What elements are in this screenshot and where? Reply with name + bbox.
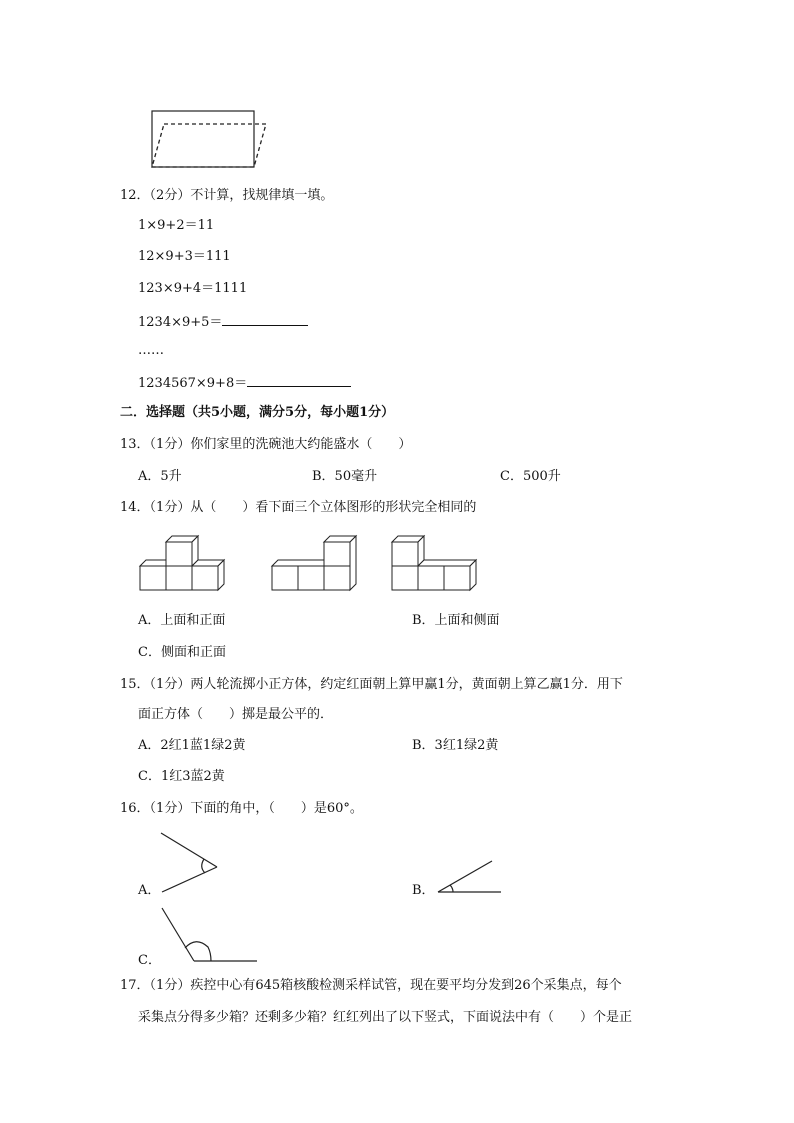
q13-option-c[interactable]: C．500升 (500, 469, 561, 484)
q14-option-a[interactable]: A．上面和正面 (138, 613, 226, 628)
angle-c-icon (160, 906, 260, 966)
q15-stem-line-1: 15．（1分）两人轮流掷小正方体，约定红面朝上算甲赢1分，黄面朝上算乙赢1分．用下 (120, 677, 623, 692)
answer-blank-1[interactable] (222, 313, 308, 326)
q13-option-b[interactable]: B．50毫升 (312, 469, 378, 484)
q14-option-b[interactable]: B．上面和侧面 (412, 613, 500, 628)
ellipsis-line: …… (138, 343, 164, 358)
section-heading: 二．选择题（共5小题，满分5分，每小题1分） (120, 405, 395, 420)
q14-option-c[interactable]: C．侧面和正面 (138, 645, 226, 660)
pattern-line-final-text: 1234567×9+8＝ (138, 376, 248, 391)
q12-header: 12．（2分）不计算，找规律填一填。 (120, 188, 334, 203)
q16-option-a[interactable]: A． (138, 883, 161, 898)
angle-a-icon (160, 830, 230, 895)
answer-blank-2[interactable] (247, 374, 351, 387)
pattern-line-4-text: 1234×9+5＝ (138, 315, 223, 330)
rectangle-parallelogram-figure (148, 108, 278, 172)
q13-stem: 13．（1分）你们家里的洗碗池大约能盛水（ ） (120, 437, 412, 452)
q15-option-b[interactable]: B．3红1绿2黄 (412, 738, 499, 753)
q15-option-c[interactable]: C．1红3蓝2黄 (138, 769, 225, 784)
q15-stem-line-2: 面正方体（ ）掷是最公平的． (138, 707, 334, 722)
cube-figure-2 (272, 534, 372, 604)
q13-option-a[interactable]: A．5升 (138, 469, 182, 484)
cube-figure-1 (140, 534, 240, 604)
pattern-line-2: 12×9+3＝111 (138, 249, 231, 264)
q16-option-b[interactable]: B． (412, 883, 435, 898)
cube-figure-3 (392, 534, 492, 604)
pattern-line-1: 1×9+2＝11 (138, 218, 215, 233)
pattern-line-final (138, 374, 351, 392)
q17-stem-line-2: 采集点分得多少箱？还剩多少箱？红红列出了以下竖式，下面说法中有（ ）个是正 (138, 1010, 633, 1025)
q16-stem: 16．（1分）下面的角中，（ ）是60°。 (120, 801, 363, 816)
q14-stem: 14．（1分）从（ ）看下面三个立体图形的形状完全相同的 (120, 500, 477, 515)
angle-b-icon (434, 858, 504, 898)
q17-stem-line-1: 17．（1分）疾控中心有645箱核酸检测采样试管，现在要平均分发到26个采集点，每个 (120, 978, 622, 993)
pattern-line-4 (138, 313, 308, 331)
q16-option-c[interactable]: C． (138, 953, 161, 968)
q15-option-a[interactable]: A．2红1蓝1绿2黄 (138, 738, 246, 753)
pattern-line-3: 123×9+4＝1111 (138, 281, 248, 296)
